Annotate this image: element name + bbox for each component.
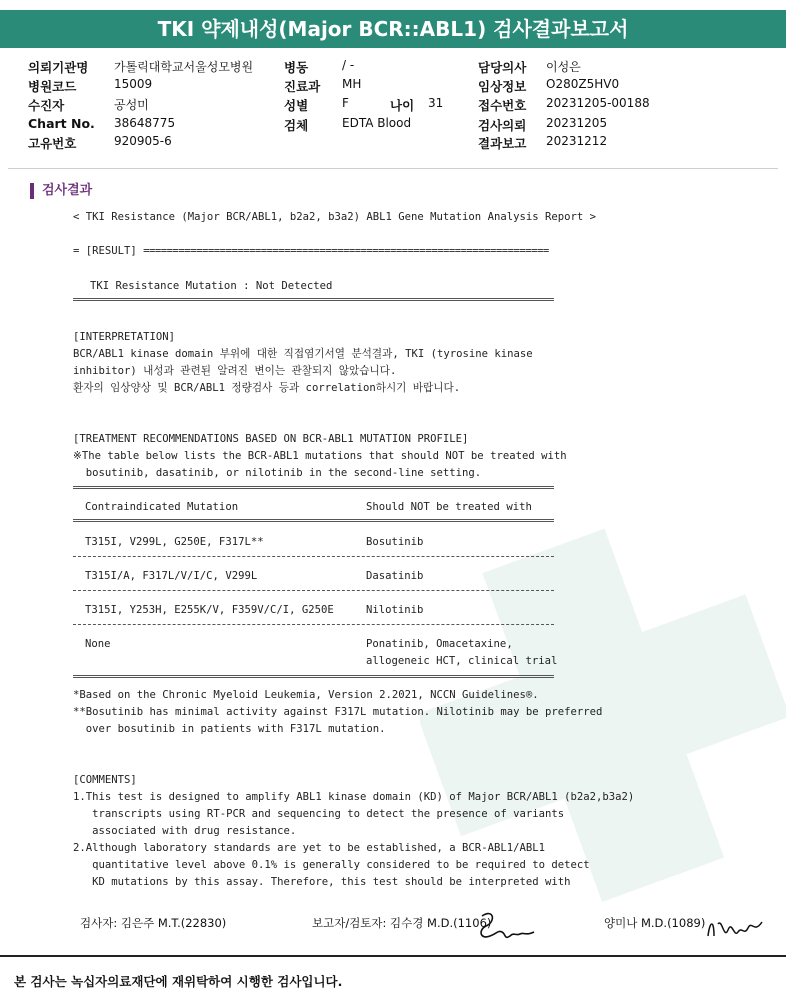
label-attending-doctor: 담당의사 <box>478 60 527 75</box>
result-header: = [RESULT] ===================================================================== <box>73 245 549 257</box>
value-department: MH <box>342 77 362 91</box>
comment-line: KD mutations by this assay. Therefore, this test should be interpreted with <box>73 876 571 888</box>
label-accession-no: 접수번호 <box>478 98 527 113</box>
value-age: 31 <box>428 96 444 110</box>
table-row-mutation: None <box>85 638 111 650</box>
label-sex: 성별 <box>284 98 309 113</box>
treatment-note-line: ※The table below lists the BCR-ABL1 mutations that should NOT be treated with <box>73 450 567 462</box>
value-hospital-code: 15009 <box>114 77 153 91</box>
table-row-drug: Dasatinib <box>366 570 424 582</box>
value-chart-no: 38648775 <box>114 116 176 130</box>
label-report-date: 결과보고 <box>478 136 527 151</box>
value-clinical-info: O280Z5HV0 <box>546 77 620 91</box>
doctor-signature-icon <box>704 910 766 946</box>
table-top-rule <box>73 486 554 489</box>
footer-notice: 본 검사는 녹십자의료재단에 재위탁하여 시행한 검사입니다. <box>14 974 343 989</box>
comment-line: quantitative level above 0.1% is generally considered to be required to detect <box>73 859 590 871</box>
result-text: TKI Resistance Mutation : Not Detected <box>90 280 333 292</box>
comment-line: 1.This test is designed to amplify ABL1 kinase domain (KD) of Major BCR/ABL1 (b2a2,b3a2) <box>73 791 635 803</box>
footnote: over bosutinib in patients with F317L mutation. <box>73 723 386 735</box>
value-report-date: 20231212 <box>546 134 608 148</box>
value-test-request-date: 20231205 <box>546 116 608 130</box>
table-row-mutation: T315I, Y253H, E255K/V, F359V/C/I, G250E <box>85 604 334 616</box>
value-patient-name: 공성미 <box>114 98 149 112</box>
label-test-request-date: 검사의뢰 <box>478 118 527 133</box>
footer-rule <box>0 955 786 957</box>
interpretation-line: 환자의 임상양상 및 BCR/ABL1 정량검사 등과 correlation하시기 바랍니다. <box>73 382 461 394</box>
row-divider <box>73 590 554 591</box>
label-age: 나이 <box>390 98 415 113</box>
table-row-mutation: T315I, V299L, G250E, F317L** <box>85 536 264 548</box>
table-row-drug: Ponatinib, Omacetaxine, <box>366 638 513 650</box>
table-row-mutation: T315I/A, F317L/V/I/C, V299L <box>85 570 258 582</box>
section-title-results: 검사결과 <box>30 183 92 199</box>
label-unique-id: 고유번호 <box>28 136 77 151</box>
doctor-signature-label: 양미나 M.D.(1089) <box>604 916 706 930</box>
value-unique-id: 920905-6 <box>114 134 172 148</box>
comment-line: transcripts using RT-PCR and sequencing to detect the presence of variants <box>73 808 565 820</box>
divider <box>73 298 554 301</box>
label-requesting-institution: 의뢰기관명 <box>28 60 89 75</box>
row-divider <box>73 556 554 557</box>
footnote: *Based on the Chronic Myeloid Leukemia, Version 2.2021, NCCN Guidelines®. <box>73 689 539 701</box>
label-department: 진료과 <box>284 79 321 94</box>
table-header-drug: Should NOT be treated with <box>366 501 532 513</box>
value-sex: F <box>342 96 349 110</box>
table-row-drug-cont: allogeneic HCT, clinical trial <box>366 655 558 667</box>
label-chart-no: Chart No. <box>28 116 95 131</box>
comment-line: 2.Although laboratory standards are yet to be established, a BCR-ABL1/ABL1 <box>73 842 545 854</box>
reporter-signature-label: 보고자/검토자: 김수경 M.D.(1106) <box>312 916 492 930</box>
footnote: **Bosutinib has minimal activity against F317L mutation. Nilotinib may be preferred <box>73 706 603 718</box>
tester-signature-label: 검사자: 김은주 M.T.(22830) <box>80 916 227 930</box>
interpretation-line: inhibitor) 내성과 관련된 알려진 변이는 관찰되지 않았습니다. <box>73 365 397 377</box>
value-ward: / - <box>342 58 355 72</box>
value-accession-no: 20231205-00188 <box>546 96 650 110</box>
comments-header: [COMMENTS] <box>73 774 137 786</box>
value-attending-doctor: 이성은 <box>546 60 581 74</box>
interpretation-line: BCR/ABL1 kinase domain 부위에 대한 직접염기서열 분석결과, TKI (tyrosine kinase <box>73 348 533 360</box>
reporter-signature-icon <box>474 906 538 946</box>
label-patient-name: 수진자 <box>28 98 65 113</box>
treatment-note-line: bosutinib, dasatinib, or nilotinib in the second-line setting. <box>73 467 482 479</box>
label-ward: 병동 <box>284 60 309 75</box>
table-header-rule <box>73 519 554 522</box>
report-heading: < TKI Resistance (Major BCR/ABL1, b2a2, b3a2) ABL1 Gene Mutation Analysis Report > <box>73 211 596 223</box>
value-requesting-institution: 가톨릭대학교서울성모병원 <box>114 60 254 74</box>
row-divider <box>73 624 554 625</box>
report-title: TKI 약제내성(Major BCR::ABL1) 검사결과보고서 <box>0 10 786 48</box>
table-row-drug: Nilotinib <box>366 604 424 616</box>
table-bottom-rule <box>73 675 554 678</box>
interpretation-header: [INTERPRETATION] <box>73 331 176 343</box>
treatment-header: [TREATMENT RECOMMENDATIONS BASED ON BCR-ABL1 MUTATION PROFILE] <box>73 433 469 445</box>
label-hospital-code: 병원코드 <box>28 79 77 94</box>
label-specimen: 검체 <box>284 118 309 133</box>
value-specimen: EDTA Blood <box>342 116 412 130</box>
table-row-drug: Bosutinib <box>366 536 424 548</box>
table-header-mutation: Contraindicated Mutation <box>85 501 239 513</box>
label-clinical-info: 임상정보 <box>478 79 527 94</box>
comment-line: associated with drug resistance. <box>73 825 297 837</box>
